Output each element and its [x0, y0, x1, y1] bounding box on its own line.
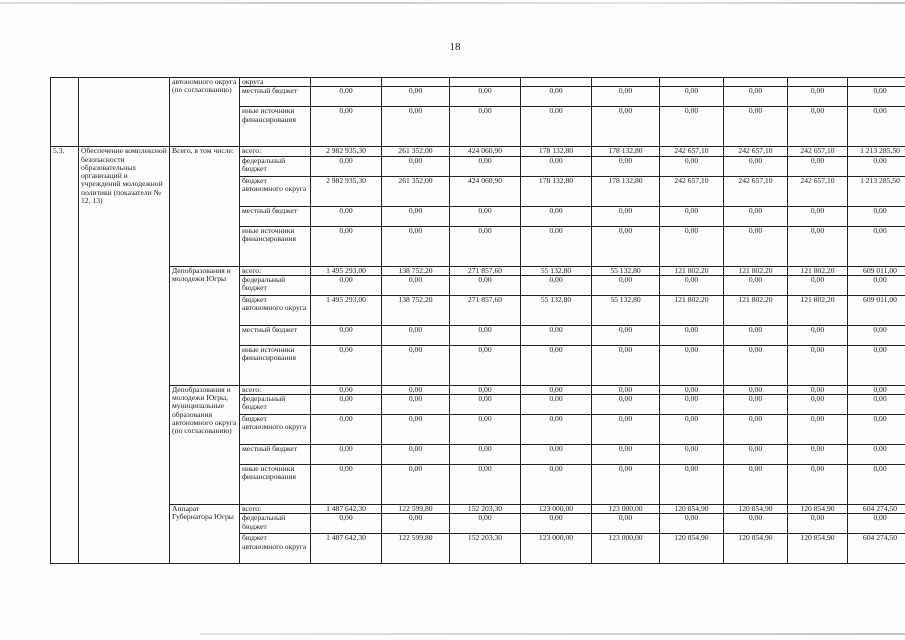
value-cell: 1 213 285,50 — [848, 147, 905, 156]
value-cell: 0,00 — [382, 107, 450, 147]
value-cell: 261 352,00 — [382, 147, 450, 156]
value-cell: 0,00 — [660, 107, 724, 147]
funding-source-cell: бюджет автономного округа — [240, 176, 311, 206]
value-cell: 0,00 — [848, 325, 905, 345]
value-cell: 0,00 — [521, 87, 592, 107]
value-cell: 0,00 — [521, 325, 592, 345]
value-cell: 271 857,60 — [450, 266, 521, 275]
value-cell: 0,00 — [311, 514, 382, 534]
value-cell: 0,00 — [450, 226, 521, 266]
value-cell: 0,00 — [311, 275, 382, 295]
value-cell: 0,00 — [450, 275, 521, 295]
value-cell: 0,00 — [521, 107, 592, 147]
value-cell: 0,00 — [311, 345, 382, 385]
funding-source-cell: иные источники финансирования — [240, 345, 311, 385]
table-row — [51, 78, 905, 87]
value-cell: 0,00 — [592, 345, 660, 385]
value-cell: 0,00 — [660, 385, 724, 394]
value-cell: 0,00 — [724, 385, 788, 394]
value-cell: 0,00 — [311, 107, 382, 147]
funding-source-cell: всего: — [240, 505, 311, 514]
value-cell: 0,00 — [592, 206, 660, 226]
value-cell: 0,00 — [382, 415, 450, 445]
value-cell: 0,00 — [450, 206, 521, 226]
value-cell: 0,00 — [848, 415, 905, 445]
value-cell: 0,00 — [450, 87, 521, 107]
value-cell: 0,00 — [848, 445, 905, 465]
value-cell: 609 011,00 — [848, 266, 905, 275]
value-cell: 0,00 — [521, 156, 592, 176]
value-cell: 0,00 — [450, 415, 521, 445]
value-cell: 0,00 — [592, 385, 660, 394]
funding-source-cell: федеральный бюджет — [240, 156, 311, 176]
value-cell: 0,00 — [450, 325, 521, 345]
value-cell: 0,00 — [660, 465, 724, 505]
table-row — [51, 505, 905, 514]
value-cell: 2 982 935,30 — [311, 176, 382, 206]
budget-table-body — [51, 78, 905, 564]
executor-cell: Депобразования и молодежи Югры, муниципальные образования автономного округа (по согласованию) — [170, 385, 240, 504]
value-cell: 0,00 — [848, 514, 905, 534]
funding-source-cell: федеральный бюджет — [240, 395, 311, 415]
value-cell: 0,00 — [382, 395, 450, 415]
value-cell: 0,00 — [724, 275, 788, 295]
value-cell: 604 274,50 — [848, 505, 905, 514]
value-cell: 55 132,80 — [521, 266, 592, 275]
value-cell: 0,00 — [382, 465, 450, 505]
value-cell: 0,00 — [724, 345, 788, 385]
executor-cell: Депобразования и молодежи Югры — [170, 266, 240, 385]
value-cell: 0,00 — [848, 87, 905, 107]
value-cell: 242 657,10 — [660, 147, 724, 156]
value-cell: 0,00 — [592, 156, 660, 176]
value-cell: 0,00 — [724, 415, 788, 445]
value-cell: 0,00 — [450, 395, 521, 415]
value-cell: 0,00 — [382, 226, 450, 266]
page-number: 18 — [449, 41, 461, 53]
value-cell: 178 132,80 — [592, 147, 660, 156]
value-cell: 0,00 — [724, 325, 788, 345]
value-cell: 0,00 — [450, 107, 521, 147]
value-cell: 0,00 — [311, 445, 382, 465]
value-cell: 0,00 — [724, 87, 788, 107]
funding-source-cell: бюджет автономного округа — [240, 415, 311, 445]
value-cell: 0,00 — [382, 514, 450, 534]
value-cell: 0,00 — [521, 385, 592, 394]
value-cell: 0,00 — [592, 514, 660, 534]
value-cell: 0,00 — [788, 325, 848, 345]
value-cell: 0,00 — [788, 87, 848, 107]
value-cell — [724, 78, 788, 87]
value-cell: 0,00 — [592, 445, 660, 465]
value-cell: 0,00 — [311, 385, 382, 394]
value-cell: 0,00 — [788, 385, 848, 394]
value-cell: 0,00 — [450, 445, 521, 465]
executor-cell: Аппарат Губернатора Югры — [170, 505, 240, 564]
value-cell: 0,00 — [724, 445, 788, 465]
value-cell: 178 132,80 — [592, 176, 660, 206]
value-cell: 0,00 — [382, 156, 450, 176]
item-name-cell-continued — [79, 78, 170, 147]
value-cell: 55 132,80 — [521, 295, 592, 325]
value-cell: 123 000,00 — [521, 505, 592, 514]
funding-source-cell: местный бюджет — [240, 325, 311, 345]
funding-source-cell: местный бюджет — [240, 206, 311, 226]
item-number-cell: 5.3. — [51, 147, 79, 564]
value-cell: 0,00 — [521, 345, 592, 385]
value-cell: 0,00 — [788, 345, 848, 385]
value-cell: 0,00 — [724, 107, 788, 147]
value-cell: 152 203,30 — [450, 534, 521, 564]
value-cell: 120 854,90 — [660, 534, 724, 564]
value-cell: 604 274,50 — [848, 534, 905, 564]
value-cell: 120 854,90 — [788, 534, 848, 564]
value-cell: 0,00 — [660, 345, 724, 385]
funding-source-cell: федеральный бюджет — [240, 275, 311, 295]
value-cell: 0,00 — [788, 514, 848, 534]
value-cell: 0,00 — [724, 395, 788, 415]
value-cell — [592, 78, 660, 87]
value-cell: 0,00 — [788, 415, 848, 445]
value-cell: 121 802,20 — [724, 295, 788, 325]
value-cell: 152 203,30 — [450, 505, 521, 514]
value-cell: 0,00 — [848, 156, 905, 176]
value-cell: 261 352,00 — [382, 176, 450, 206]
scan-edge-top — [0, 2, 905, 4]
value-cell: 0,00 — [848, 345, 905, 385]
value-cell: 0,00 — [788, 445, 848, 465]
value-cell: 0,00 — [382, 325, 450, 345]
value-cell: 0,00 — [788, 156, 848, 176]
value-cell — [660, 78, 724, 87]
table-row — [51, 385, 905, 394]
value-cell: 0,00 — [660, 275, 724, 295]
value-cell: 55 132,80 — [592, 295, 660, 325]
value-cell: 0,00 — [660, 226, 724, 266]
funding-source-cell: бюджет автономного округа — [240, 534, 311, 564]
value-cell: 0,00 — [592, 107, 660, 147]
value-cell: 0,00 — [311, 415, 382, 445]
value-cell: 0,00 — [660, 395, 724, 415]
value-cell: 120 854,90 — [724, 505, 788, 514]
value-cell — [382, 78, 450, 87]
value-cell: 242 657,10 — [788, 147, 848, 156]
value-cell — [311, 78, 382, 87]
funding-source-cell: иные источники финансирования — [240, 107, 311, 147]
funding-source-cell: бюджет автономного округа — [240, 295, 311, 325]
value-cell: 0,00 — [848, 385, 905, 394]
value-cell: 242 657,10 — [660, 176, 724, 206]
value-cell: 122 599,80 — [382, 505, 450, 514]
value-cell: 0,00 — [848, 107, 905, 147]
value-cell: 0,00 — [382, 275, 450, 295]
value-cell: 0,00 — [788, 275, 848, 295]
value-cell: 0,00 — [724, 156, 788, 176]
value-cell: 0,00 — [521, 275, 592, 295]
item-number-cell-continued — [51, 78, 79, 147]
value-cell: 121 802,20 — [788, 266, 848, 275]
value-cell: 0,00 — [848, 226, 905, 266]
scan-edge-bottom — [200, 633, 905, 635]
value-cell: 424 060,90 — [450, 147, 521, 156]
value-cell: 0,00 — [660, 514, 724, 534]
value-cell: 138 752,20 — [382, 266, 450, 275]
table-row — [51, 266, 905, 275]
value-cell: 120 854,90 — [724, 534, 788, 564]
value-cell: 1 487 642,30 — [311, 505, 382, 514]
value-cell: 0,00 — [724, 206, 788, 226]
value-cell: 0,00 — [521, 465, 592, 505]
value-cell: 0,00 — [788, 395, 848, 415]
value-cell: 0,00 — [311, 156, 382, 176]
value-cell: 0,00 — [311, 87, 382, 107]
value-cell: 0,00 — [521, 395, 592, 415]
value-cell: 178 132,80 — [521, 147, 592, 156]
value-cell: 0,00 — [311, 206, 382, 226]
value-cell: 121 802,20 — [660, 295, 724, 325]
funding-source-cell: иные источники финансирования — [240, 465, 311, 505]
value-cell: 0,00 — [311, 226, 382, 266]
value-cell: 0,00 — [788, 206, 848, 226]
value-cell: 0,00 — [724, 514, 788, 534]
value-cell: 0,00 — [521, 415, 592, 445]
value-cell: 0,00 — [450, 156, 521, 176]
value-cell: 0,00 — [450, 345, 521, 385]
value-cell: 0,00 — [311, 395, 382, 415]
value-cell: 0,00 — [592, 465, 660, 505]
value-cell: 0,00 — [450, 465, 521, 505]
funding-source-cell: всего: — [240, 147, 311, 156]
value-cell: 0,00 — [848, 275, 905, 295]
value-cell: 0,00 — [592, 87, 660, 107]
value-cell: 123 000,00 — [592, 534, 660, 564]
value-cell: 1 487 642,30 — [311, 534, 382, 564]
funding-source-cell: местный бюджет — [240, 445, 311, 465]
funding-source-cell: округа — [240, 78, 311, 87]
value-cell: 0,00 — [592, 226, 660, 266]
value-cell: 0,00 — [660, 325, 724, 345]
value-cell: 0,00 — [382, 385, 450, 394]
value-cell — [848, 78, 905, 87]
value-cell: 0,00 — [848, 206, 905, 226]
value-cell: 0,00 — [660, 87, 724, 107]
funding-source-cell: всего: — [240, 385, 311, 394]
value-cell: 0,00 — [724, 226, 788, 266]
value-cell — [450, 78, 521, 87]
value-cell: 1 495 293,00 — [311, 295, 382, 325]
value-cell: 0,00 — [788, 226, 848, 266]
value-cell: 0,00 — [788, 107, 848, 147]
value-cell: 120 854,90 — [788, 505, 848, 514]
value-cell: 121 802,20 — [660, 266, 724, 275]
value-cell: 55 132,80 — [592, 266, 660, 275]
value-cell: 0,00 — [311, 325, 382, 345]
value-cell: 121 802,20 — [788, 295, 848, 325]
value-cell: 271 857,60 — [450, 295, 521, 325]
value-cell: 0,00 — [788, 465, 848, 505]
value-cell: 0,00 — [382, 206, 450, 226]
value-cell: 0,00 — [521, 226, 592, 266]
funding-source-cell: всего: — [240, 266, 311, 275]
value-cell: 609 011,00 — [848, 295, 905, 325]
value-cell: 0,00 — [450, 385, 521, 394]
value-cell: 1 213 285,50 — [848, 176, 905, 206]
value-cell: 0,00 — [592, 395, 660, 415]
value-cell: 0,00 — [450, 514, 521, 534]
value-cell: 0,00 — [660, 206, 724, 226]
funding-source-cell: иные источники финансирования — [240, 226, 311, 266]
value-cell: 0,00 — [848, 465, 905, 505]
value-cell: 0,00 — [382, 345, 450, 385]
value-cell — [788, 78, 848, 87]
value-cell: 0,00 — [382, 87, 450, 107]
value-cell: 138 752,20 — [382, 295, 450, 325]
executor-cell: автономного округа (по согласованию) — [170, 78, 240, 147]
value-cell: 242 657,10 — [724, 147, 788, 156]
funding-source-cell: местный бюджет — [240, 87, 311, 107]
value-cell: 0,00 — [382, 445, 450, 465]
value-cell — [521, 78, 592, 87]
value-cell: 120 854,90 — [660, 505, 724, 514]
item-name-cell: Обеспечение комплексной безопасности образовательных организаций и учреждений молодежной политики (показатели № 12, 13) — [79, 147, 170, 564]
value-cell: 0,00 — [848, 395, 905, 415]
table-row — [51, 147, 905, 156]
value-cell: 0,00 — [311, 465, 382, 505]
value-cell: 0,00 — [660, 415, 724, 445]
funding-source-cell: федеральный бюджет — [240, 514, 311, 534]
value-cell: 0,00 — [592, 325, 660, 345]
value-cell: 0,00 — [521, 206, 592, 226]
value-cell: 0,00 — [521, 514, 592, 534]
value-cell: 121 802,20 — [724, 266, 788, 275]
value-cell: 1 495 293,00 — [311, 266, 382, 275]
value-cell: 178 132,80 — [521, 176, 592, 206]
executor-cell: Всего, в том числе: — [170, 147, 240, 266]
value-cell: 123 000,00 — [592, 505, 660, 514]
value-cell: 0,00 — [724, 465, 788, 505]
value-cell: 123 000,00 — [521, 534, 592, 564]
value-cell: 0,00 — [660, 156, 724, 176]
value-cell: 0,00 — [592, 275, 660, 295]
value-cell: 242 657,10 — [724, 176, 788, 206]
value-cell: 0,00 — [660, 445, 724, 465]
value-cell: 242 657,10 — [788, 176, 848, 206]
value-cell: 0,00 — [592, 415, 660, 445]
value-cell: 2 982 935,30 — [311, 147, 382, 156]
value-cell: 0,00 — [521, 445, 592, 465]
value-cell: 122 599,80 — [382, 534, 450, 564]
value-cell: 424 060,90 — [450, 176, 521, 206]
budget-table — [50, 77, 905, 564]
